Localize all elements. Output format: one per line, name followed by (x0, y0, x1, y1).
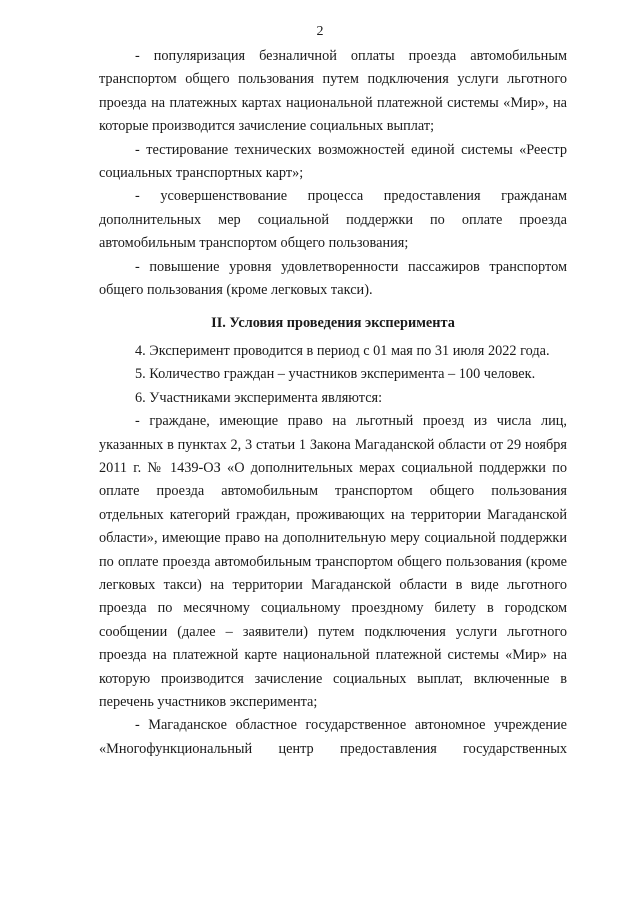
page-number: 2 (316, 24, 324, 39)
bullet-paragraph-4: - повышение уровня удовлетворенности пассажиров транспортом общего пользования (кроме легковых такси). (99, 258, 567, 299)
bullet-paragraph-2: - тестирование технических возможностей единой системы «Реестр социальных транспортных карт»; (99, 141, 567, 182)
numbered-paragraph-6: 6. Участниками эксперимента являются: (135, 389, 383, 406)
bullet-paragraph-3: - усовершенствование процесса предоставления гражданам дополнительных мер социальной поддержки по оплате проезда автомобильным транспортом общего пользования; (99, 188, 567, 252)
bullet-paragraph-1: - популяризация безналичной оплаты проезда автомобильным транспортом общего пользования путем подключения услуги льготного проезда на платежных картах национальной платежной системы «Мир», на которые производится зачисление социальных выплат; (99, 48, 567, 135)
document-body (99, 45, 567, 761)
participants-paragraph: - граждане, имеющие право на льготный проезд из числа лиц, указанных в пунктах 2, 3 статьи 1 Закона Магаданской области от 29 ноября 2011 г. № 1439-ОЗ «О дополнительных мерах социальной поддержки по оплате проезда автомобильным транспортом общего пользования отдельных категорий граждан, проживающих на территории Магаданской области», имеющие право на дополнительную меру социальной поддержки по оплате проезда автомобильным транспортом общего пользования (кроме легковых такси) на территории Магаданской области в виде льготного проезда по месячному социальному проездному билету в городском сообщении (далее – заявители) путем подключения услуги льготного проезда на платежной карте национальной платежной системы «Мир» на которую производится зачисление социальных выплат, включенные в перечень участников эксперимента; (99, 413, 567, 710)
numbered-paragraph-4: 4. Эксперимент проводится в период с 01 мая по 31 июля 2022 года. (135, 342, 550, 359)
section-heading: II. Условия проведения эксперимента (211, 315, 455, 332)
mfc-paragraph: - Магаданское областное государственное автономное учреждение «Многофункциональный центр предоставления государственных (99, 717, 567, 757)
numbered-paragraph-5: 5. Количество граждан – участников эксперимента – 100 человек. (135, 366, 536, 383)
